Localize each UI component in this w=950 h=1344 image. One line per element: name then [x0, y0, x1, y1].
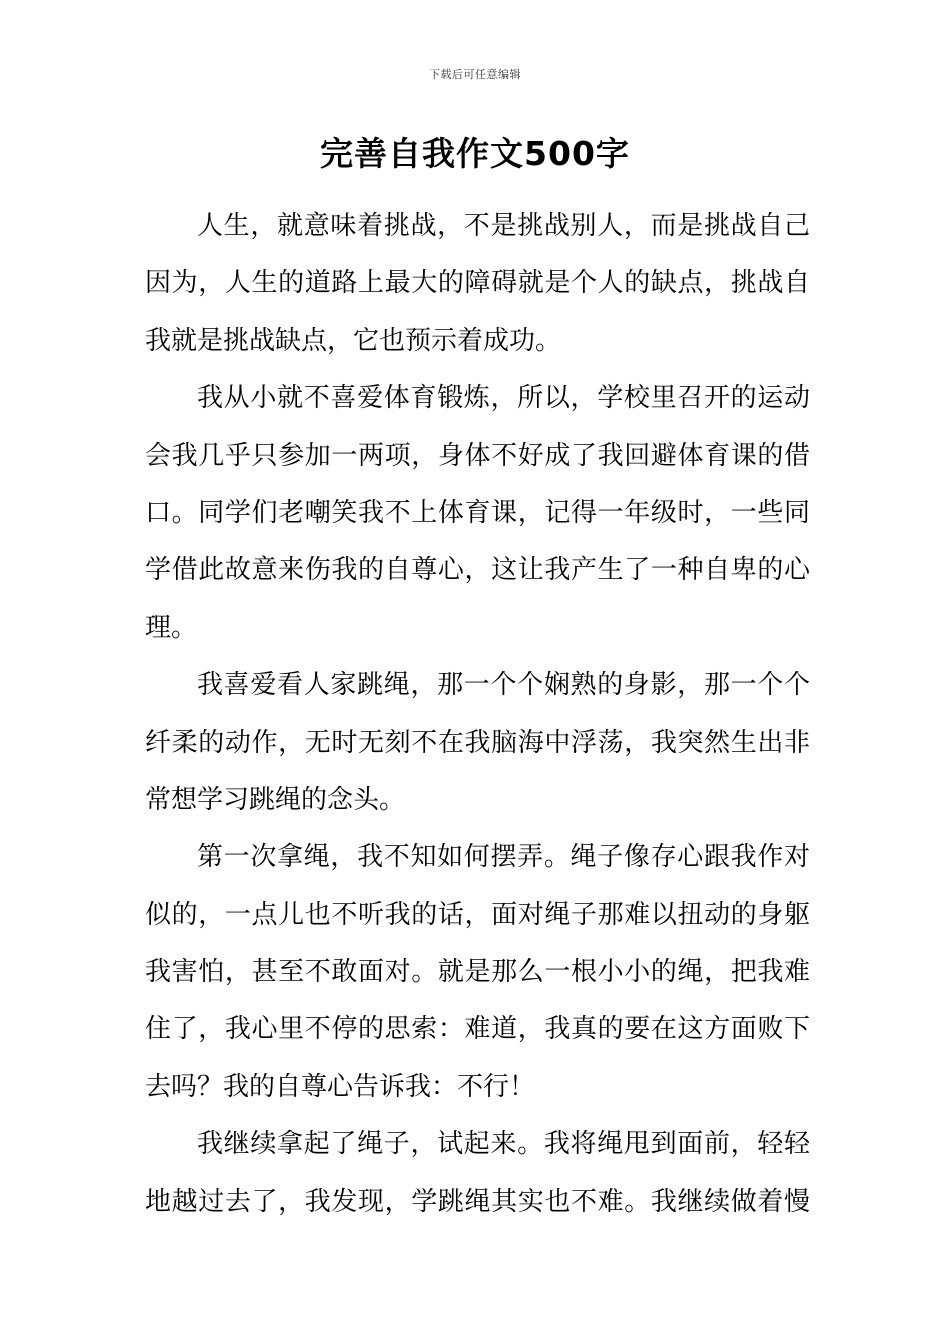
text-line: 人生，就意味着挑战，不是挑战别人，而是挑战自己	[197, 211, 811, 241]
text-line: 理。	[145, 612, 198, 643]
text-line: 会我几乎只参加一两项，身体不好成了我回避体育课的借	[145, 440, 811, 471]
text-line: 我喜爱看人家跳绳，那一个个娴熟的身影，那一个个	[197, 670, 811, 701]
text-line: 地越过去了，我发现，学跳绳其实也不难。我继续做着慢	[145, 1186, 811, 1217]
page-title: 完善自我作文500字	[320, 134, 630, 173]
text-line: 住了，我心里不停的思索：难道，我真的要在这方面败下	[145, 1014, 811, 1045]
text-line: 纤柔的动作，无时无刻不在我脑海中浮荡，我突然生出非	[145, 727, 811, 758]
text-line: 因为，人生的道路上最大的障碍就是个人的缺点，挑战自	[145, 268, 811, 299]
text-line: 第一次拿绳，我不知如何摆弄。绳子像存心跟我作对	[197, 842, 811, 873]
text-line: 去吗？我的自尊心告诉我：不行！	[145, 1071, 536, 1102]
essay-body	[145, 198, 810, 1231]
text-line: 似的，一点儿也不听我的话，面对绳子那难以扭动的身躯	[145, 899, 811, 930]
text-line: 口。同学们老嘲笑我不上体育课，记得一年级时，一些同	[145, 497, 811, 528]
header-note: 下载后可任意编辑	[429, 68, 521, 81]
text-line: 常想学习跳绳的念头。	[145, 784, 406, 815]
text-line: 我就是挑战缺点，它也预示着成功。	[145, 325, 562, 356]
text-line: 我从小就不喜爱体育锻炼，所以，学校里召开的运动	[197, 383, 811, 414]
text-line: 我继续拿起了绳子，试起来。我将绳甩到面前，轻轻	[197, 1129, 811, 1160]
text-line: 学借此故意来伤我的自尊心，这让我产生了一种自卑的心	[145, 555, 811, 586]
text-line: 我害怕，甚至不敢面对。就是那么一根小小的绳，把我难	[145, 957, 811, 988]
